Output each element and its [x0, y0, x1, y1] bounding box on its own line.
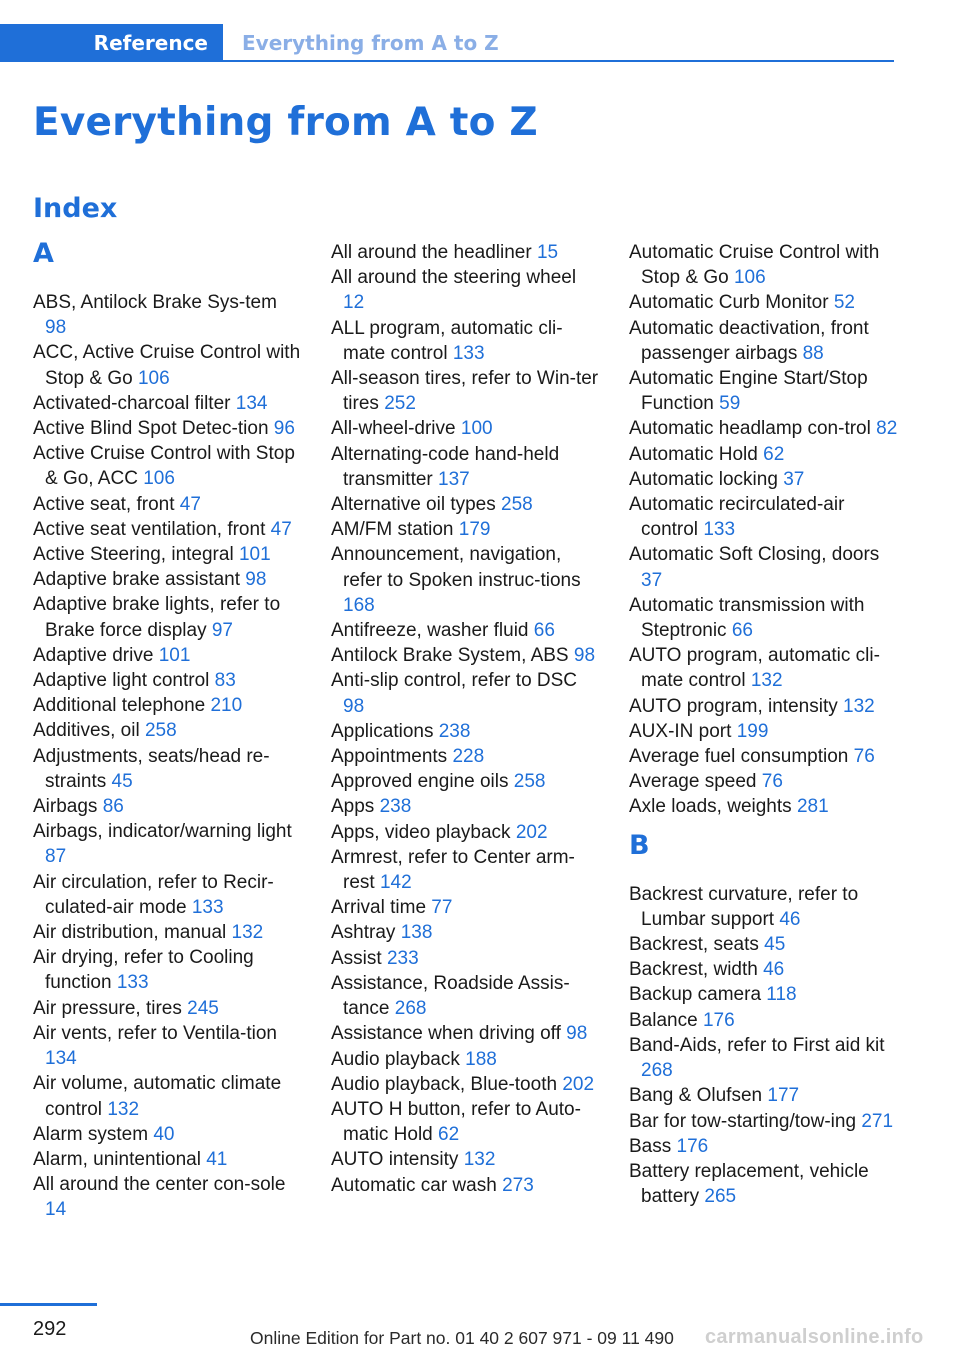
index-entry-text: Air drying, refer to Cooling function	[33, 947, 254, 994]
index-entry	[33, 870, 303, 920]
page-link[interactable]: 62	[438, 1124, 460, 1146]
page-link[interactable]: 46	[779, 908, 801, 930]
page-link[interactable]: 228	[452, 746, 485, 768]
index-entry-text: Band-Aids, refer to First aid kit	[629, 1034, 885, 1056]
index-entry-text: Alternative oil types	[331, 494, 496, 516]
index-entry	[33, 744, 303, 794]
page-link[interactable]: 134	[45, 1048, 77, 1070]
index-entry	[331, 366, 601, 416]
index-entry-text: Antifreeze, washer fluid	[331, 620, 529, 642]
index-entry	[629, 290, 899, 315]
index-entry-text: AUTO program, intensity	[629, 695, 838, 717]
index-entry-text: Ashtray	[331, 922, 396, 944]
page-link[interactable]: 41	[206, 1148, 228, 1170]
index-entry-text: All around the steering wheel	[331, 267, 577, 289]
index-entry	[33, 391, 303, 416]
page-link[interactable]: 168	[343, 594, 375, 616]
index-entry	[33, 920, 303, 945]
index-entry	[331, 794, 601, 819]
page-link[interactable]: 118	[766, 984, 797, 1006]
page-link[interactable]: 76	[853, 746, 875, 768]
index-entry	[331, 719, 601, 744]
index-entry-text: Arrival time	[331, 897, 427, 919]
index-entry-text: Appointments	[331, 746, 448, 768]
page-link[interactable]: 86	[102, 796, 124, 818]
page-link[interactable]: 132	[107, 1098, 140, 1120]
index-entry-text: AUX-IN port	[629, 720, 732, 742]
index-entry-text: Adjustments, seats/head re‐straints	[33, 745, 270, 792]
index-entry	[331, 845, 601, 895]
index-entry	[629, 593, 899, 643]
page-link[interactable]: 281	[796, 796, 829, 818]
index-entry-text: All-season tires, refer to Win‐ter tires	[331, 368, 599, 415]
page-link[interactable]: 265	[704, 1186, 737, 1208]
index-entry-text: Apps, video playback	[331, 821, 511, 843]
page-link[interactable]: 176	[702, 1009, 735, 1031]
index-column-1	[33, 240, 303, 1223]
page-link[interactable]: 138	[400, 922, 433, 944]
index-entry-text: Activated-charcoal filter	[33, 392, 231, 414]
page-link[interactable]: 52	[833, 292, 855, 314]
index-entry-text: All-wheel-drive	[331, 418, 456, 440]
page-link[interactable]: 101	[238, 544, 271, 566]
index-entry	[331, 416, 601, 441]
index-entry	[629, 542, 899, 592]
page-link[interactable]: 188	[465, 1048, 497, 1070]
page-link[interactable]: 45	[764, 934, 786, 956]
page-link[interactable]: 271	[861, 1110, 894, 1132]
watermark: carmanualsonline.info	[705, 1326, 924, 1348]
page-link[interactable]: 258	[513, 771, 546, 793]
page-link[interactable]: 233	[386, 947, 419, 969]
index-entry-text: Armrest, refer to Center arm‐rest	[331, 846, 575, 894]
index-entry-text: Automatic headlamp con‐trol	[629, 418, 871, 440]
index-entry-text: Alarm, unintentional	[33, 1148, 201, 1170]
page-link[interactable]: 59	[719, 393, 741, 415]
page-link[interactable]: 12	[343, 292, 365, 314]
index-letter-heading: B	[629, 829, 650, 861]
page-link[interactable]: 96	[273, 418, 295, 440]
header-bar	[0, 24, 894, 62]
index-entry	[33, 1071, 303, 1121]
index-entry	[33, 592, 303, 642]
page-link[interactable]: 98	[45, 317, 67, 339]
page-link[interactable]: 40	[153, 1123, 175, 1145]
page-link[interactable]: 176	[676, 1135, 709, 1157]
index-entry	[629, 882, 899, 932]
page-link[interactable]: 66	[533, 620, 555, 642]
page-link[interactable]: 132	[750, 670, 783, 692]
index-entry	[331, 517, 601, 542]
index-entry-text: Alarm system	[33, 1123, 149, 1145]
page-link[interactable]: 66	[731, 620, 753, 642]
index-entry	[331, 492, 601, 517]
index-entry-text: Air volume, automatic climate control	[33, 1073, 282, 1120]
index-entry-text: Balance	[629, 1009, 698, 1031]
index-entry	[331, 542, 601, 618]
index-entry-text: Audio playback	[331, 1048, 460, 1070]
page-link[interactable]: 106	[137, 367, 170, 389]
section-title: Index	[33, 193, 118, 224]
index-entry-text: Air circulation, refer to Recir‐culated-air mode	[33, 871, 274, 918]
index-entry	[629, 1109, 899, 1134]
page-link[interactable]: 87	[45, 846, 67, 868]
index-entry	[33, 819, 303, 869]
index-entry-text: Average speed	[629, 771, 757, 793]
page-link[interactable]: 133	[452, 342, 485, 364]
index-entry-text: Apps	[331, 796, 375, 818]
page-link[interactable]: 98	[245, 569, 267, 591]
breadcrumb-section[interactable]: Everything from A to Z	[242, 31, 499, 55]
index-entry-text: Bass	[629, 1135, 672, 1157]
index-entry	[33, 1122, 303, 1147]
index-entry	[629, 240, 899, 290]
index-letter-heading: A	[33, 238, 54, 269]
page-link[interactable]: 258	[501, 494, 533, 516]
index-entry	[33, 290, 303, 340]
index-entry-text: Air distribution, manual	[33, 922, 227, 944]
index-entry	[33, 441, 303, 491]
index-entry	[629, 416, 899, 441]
page-link[interactable]: 98	[566, 1023, 588, 1045]
index-entry	[629, 1134, 899, 1159]
index-entry-text: AUTO program, automatic cli‐mate control	[629, 645, 880, 692]
page-link[interactable]: 83	[214, 670, 236, 692]
index-entry	[331, 820, 601, 845]
index-column-2	[331, 240, 601, 1198]
page-link[interactable]: 133	[703, 519, 736, 541]
page-link[interactable]: 62	[763, 443, 785, 465]
index-entry-text: Additional telephone	[33, 695, 206, 717]
index-entry	[33, 996, 303, 1021]
index-entry	[33, 643, 303, 668]
index-entry	[33, 693, 303, 718]
index-entry	[629, 719, 899, 744]
index-entry-text: Adaptive brake assistant	[33, 569, 241, 591]
index-entry-text: All around the center con‐sole	[33, 1174, 286, 1196]
page-link[interactable]: 252	[384, 393, 416, 415]
page-link[interactable]: 238	[438, 720, 471, 742]
index-entry	[33, 1021, 303, 1071]
index-entry	[331, 240, 601, 265]
index-entry-text: Alternating-code hand-held transmitter	[331, 443, 560, 490]
index-entry	[629, 492, 899, 542]
index-entry	[629, 1008, 899, 1033]
index-entry-text: Bang & Olufsen	[629, 1085, 763, 1107]
index-entry-text: Adaptive brake lights, refer to Brake force display	[33, 594, 281, 641]
page-link[interactable]: 202	[562, 1073, 595, 1095]
page-link[interactable]: 245	[187, 997, 219, 1019]
index-entry-text: Applications	[331, 720, 434, 742]
index-entry-text: Assistance, Roadside Assis‐tance	[331, 972, 570, 1020]
index-entry	[629, 1033, 899, 1083]
page-link[interactable]: 268	[641, 1060, 673, 1082]
index-entry-text: Airbags, indicator/warning light	[33, 821, 292, 843]
page-link[interactable]: 179	[458, 519, 491, 541]
index-entry-text: Air pressure, tires	[33, 997, 182, 1019]
index-entry	[33, 416, 303, 441]
index-entry-text: Average fuel consumption	[629, 746, 849, 768]
index-entry	[33, 1147, 303, 1172]
page-link[interactable]: 98	[343, 695, 365, 717]
index-entry-text: Automatic Soft Closing, doors	[629, 544, 880, 566]
page-link[interactable]: 76	[761, 771, 783, 793]
index-entry	[629, 643, 899, 693]
page-link[interactable]: 82	[876, 418, 898, 440]
footer-divider	[0, 1303, 97, 1306]
index-entry	[331, 442, 601, 492]
page-link[interactable]: 37	[783, 468, 805, 490]
index-entry	[629, 1159, 899, 1209]
index-entry	[33, 567, 303, 592]
index-entry-text: Antilock Brake System, ABS	[331, 645, 569, 667]
index-entry	[331, 316, 601, 366]
page-link[interactable]: 106	[143, 468, 175, 490]
index-entry	[331, 1047, 601, 1072]
page-link[interactable]: 100	[460, 418, 493, 440]
index-entry-text: Backup camera	[629, 984, 762, 1006]
page-link[interactable]: 45	[111, 770, 133, 792]
index-entry	[33, 718, 303, 743]
index-entry	[629, 467, 899, 492]
index-entry-text: Adaptive drive	[33, 644, 154, 666]
index-entry	[629, 794, 899, 819]
index-entry-text: Backrest, seats	[629, 934, 759, 956]
tab-reference[interactable]: Reference	[0, 24, 223, 62]
index-entry-text: Battery replacement, vehicle battery	[629, 1160, 869, 1208]
index-entry-text: Active Steering, integral	[33, 544, 234, 566]
page-link[interactable]: 98	[573, 645, 596, 667]
index-entry-text: Adaptive light control	[33, 670, 210, 692]
index-entry	[629, 1083, 899, 1108]
index-entry-text: Approved engine oils	[331, 771, 509, 793]
index-entry-text: AUTO intensity	[331, 1149, 459, 1171]
index-entry-text: Anti-slip control, refer to DSC	[331, 670, 578, 692]
page-link[interactable]: 133	[191, 896, 224, 918]
index-entry	[33, 945, 303, 995]
index-entry	[331, 895, 601, 920]
page-link[interactable]: 177	[767, 1085, 800, 1107]
index-entry	[629, 442, 899, 467]
index-entry	[33, 492, 303, 517]
index-entry	[33, 340, 303, 390]
page-link[interactable]: 77	[431, 897, 453, 919]
index-entry	[331, 643, 601, 668]
page-link[interactable]: 134	[235, 392, 268, 414]
page-link[interactable]: 132	[463, 1149, 496, 1171]
page-number: 292	[33, 1318, 67, 1340]
index-entry-text: All around the headliner	[331, 242, 532, 263]
index-entry	[629, 932, 899, 957]
page-title: Everything from A to Z	[33, 100, 538, 145]
page-link[interactable]: 101	[158, 644, 191, 666]
index-entry	[629, 316, 899, 366]
index-entry-text: Announcement, navigation, refer to Spoken instruc‐tions	[331, 544, 581, 591]
index-entry-text: Airbags	[33, 796, 98, 818]
index-entry-text: Assistance when driving off	[331, 1023, 561, 1045]
index-entry-text: Automatic recirculated-air control	[629, 494, 845, 541]
index-entry-text: ACC, Active Cruise Control with Stop & Go	[33, 342, 301, 389]
index-entry	[629, 744, 899, 769]
index-entry-text: Bar for tow-starting/tow‐ing	[629, 1110, 857, 1132]
page-link[interactable]: 137	[438, 468, 470, 490]
index-entry-text: Automatic car wash	[331, 1174, 497, 1196]
index-entry	[331, 1021, 601, 1046]
index-entry-text: AUTO H button, refer to Auto‐matic Hold	[331, 1098, 581, 1146]
index-entry	[331, 265, 601, 315]
index-entry	[331, 971, 601, 1021]
index-entry	[331, 1147, 601, 1172]
header-divider	[223, 60, 894, 62]
index-entry	[331, 1173, 601, 1198]
page-link[interactable]: 132	[231, 922, 264, 944]
page-link[interactable]: 88	[802, 342, 824, 364]
page-link[interactable]: 268	[394, 998, 427, 1020]
index-entry	[331, 618, 601, 643]
index-entry	[331, 920, 601, 945]
index-entry-text: ALL program, automatic cli‐mate control	[331, 317, 563, 364]
index-entry-text: Automatic Curb Monitor	[629, 292, 829, 314]
index-entry	[33, 517, 303, 542]
index-entry-text: AM/FM station	[331, 519, 454, 541]
index-entry-text: Active seat ventilation, front	[33, 518, 266, 540]
page-link[interactable]: 15	[536, 242, 559, 263]
index-entry-text: Automatic Cruise Control with Stop & Go	[629, 242, 880, 289]
index-entry	[331, 769, 601, 794]
index-entry-text: Additives, oil	[33, 720, 140, 742]
index-entry-text: Air vents, refer to Ventila‐tion	[33, 1022, 277, 1044]
page-link[interactable]: 133	[116, 972, 149, 994]
page-link[interactable]: 273	[502, 1174, 534, 1196]
index-entry-text: Assist	[331, 947, 382, 969]
index-entry-text: Automatic Hold	[629, 443, 758, 465]
index-entry-text: ABS, Antilock Brake Sys‐tem	[33, 292, 277, 313]
index-entry	[331, 668, 601, 718]
index-entry	[33, 1172, 303, 1222]
edition-text: Online Edition for Part no. 01 40 2 607 971 - 09 11 490	[250, 1328, 674, 1348]
index-entry-text: Active Cruise Control with Stop & Go, ACC	[33, 443, 295, 490]
index-entry	[629, 769, 899, 794]
index-entry	[331, 1097, 601, 1147]
index-entry	[331, 744, 601, 769]
page-link[interactable]: 238	[379, 796, 412, 818]
page-link[interactable]: 97	[211, 619, 233, 641]
index-entry	[33, 542, 303, 567]
index-entry-text: Backrest curvature, refer to Lumbar support	[629, 883, 859, 930]
index-entry	[629, 366, 899, 416]
page-link[interactable]: 106	[733, 267, 766, 289]
index-entry-text: Automatic Engine Start/Stop Function	[629, 368, 868, 415]
index-entry-text: Audio playback, Blue‐tooth	[331, 1073, 558, 1095]
index-entry	[33, 794, 303, 819]
page-link[interactable]: 46	[763, 959, 785, 981]
index-entry	[629, 982, 899, 1007]
page-link[interactable]: 199	[736, 720, 769, 742]
index-entry	[33, 668, 303, 693]
index-entry-text: Active Blind Spot Detec‐tion	[33, 418, 269, 440]
page-link[interactable]: 210	[210, 695, 243, 717]
index-entry	[629, 694, 899, 719]
index-entry	[331, 946, 601, 971]
page-link[interactable]: 14	[45, 1199, 67, 1221]
page-link[interactable]: 132	[843, 695, 875, 717]
page-link[interactable]: 37	[641, 569, 663, 591]
index-entry	[331, 1072, 601, 1097]
index-entry-text: Axle loads, weights	[629, 796, 792, 818]
index-entry-text: Active seat, front	[33, 493, 175, 515]
page-link[interactable]: 142	[379, 872, 412, 894]
index-entry	[629, 957, 899, 982]
index-entry-text: Automatic transmission with Steptronic	[629, 594, 865, 642]
index-entry-text: Automatic deactivation, front passenger airbags	[629, 317, 869, 364]
page-link[interactable]: 202	[515, 821, 548, 843]
index-column-3	[629, 240, 899, 1209]
page-link[interactable]: 47	[179, 493, 201, 515]
index-entry-text: Backrest, width	[629, 959, 758, 981]
page-link[interactable]: 258	[144, 720, 177, 742]
page-link[interactable]: 47	[270, 518, 292, 540]
index-entry-text: Automatic locking	[629, 468, 778, 490]
